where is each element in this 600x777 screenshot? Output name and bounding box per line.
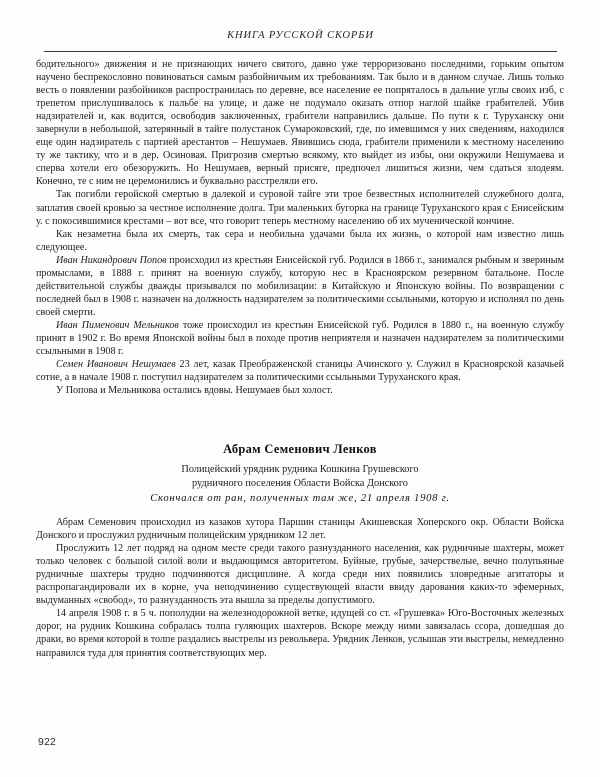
- paragraph-continued: бодительного» движения и не признающих ничего святого, давно уже терроризовано последними, горьким опытом научено беспрекословно повиноваться самым разбойничьим их требованиям. Так было и в данном случае. Лишь только весть о появлении разбойников распространилась по деревне, все население ее попряталось в дальние углы своих изб, с трепетом прислушивалось к пальбе на улице, и даже не подумало оказать отпор наглой шайке грабителей. Убив надзирателей и, как водится, освободив заключенных, грабители направились дальше. По пути к г. Туруханску они завернули в небольшой, затерянный в тайге полустанок Сумароковский, где, по имевшимся у них сведениям, находился еще один надзиратель с партией арестантов – Нешумаев. Явившись сюда, грабители применили к местному населению ту же тактику, что и в дер. Осиновая. Пригрозив смертью всякому, кто выйдет из избы, они окружили Нешумаева и сперва хотели его обезоружить. Но Нешумаев, верный присяге, предпочел лишиться жизни, чем сдаться злодеям. Конечно, те с ним не церемонились и буквально расстреляли его.: [36, 59, 564, 188]
- person-name-popov: Иван Никандрович Попов: [56, 254, 167, 266]
- paragraph-melnikov-bio: [36, 319, 564, 358]
- page-number: 922: [38, 737, 56, 748]
- paragraph-widows: У Попова и Мельникова остались вдовы. Нешумаев был холост.: [56, 385, 333, 397]
- melnikov-bio-text: тоже происходил из крестьян Енисейской губ. Родился в 1880 г., на военную службу принят в 1902 г. Во время Японской войны был в походе против неприятеля и назначен надзирателем за политическими ссыльными в 1908 г.: [36, 319, 564, 358]
- section-role-line-2: рудничного поселения Области Войска Донского: [192, 477, 408, 489]
- paragraph-lenkov-origin: Абрам Семенович происходил из казаков хутора Паршин станицы Акишевская Хоперского окр. Области Войска Донского и прослужил рудничным полицейским урядником 12 лет.: [36, 517, 564, 542]
- section-heading-block: [36, 441, 564, 506]
- paragraph-life-intro: Как незаметна была их смерть, так сера и необильна удачами была их жизнь, о которой нам известно лишь следующее.: [36, 228, 564, 253]
- section-role-line-1: Полицейский урядник рудника Кошкина Грушевского: [181, 464, 419, 476]
- section-body: [36, 516, 564, 660]
- neshumaev-bio-text: 23 лет, казак Преображенской станицы Ачинского у. Служил в Красноярской казачьей сотне, а в начале 1908 г. поступил надзирателем за политическими ссыльными Туруханского края.: [36, 359, 565, 384]
- header-divider-rule: [44, 51, 557, 52]
- section-person-name: Абрам Семенович Ленков: [223, 442, 377, 457]
- popov-bio-text: происходил из крестьян Енисейской губ. Родился в 1866 г., занимался рыбным и звериным промыслами, в 1888 г. принят на военную службу, которую нес в Красноярском резервном батальоне. После действительной службы дважды призывался по мобилизации: в Китайскую и Японскую войны. По возвращении с последней был в 1908 г. назначен на должность надзирателем за политическими ссыльными, которую и исполнял по день своей смерти.: [36, 254, 564, 318]
- person-name-melnikov: Иван Пименович Мельников: [56, 319, 179, 331]
- paragraph-neshumaev-bio: [36, 358, 564, 384]
- paragraph-lenkov-incident: 14 апреля 1908 г. в 5 ч. пополудни на железнодорожной ветке, идущей со ст. «Грушевка» Юго-Восточных железных дорог, на рудник Кошкина собралась толпа гуляющих шахтеров. Вскоре между ними завязалась ссора, дошедшая до драки, во время которой в толпе раздались выстрелы из револьвера. Урядник Ленков, услышав эти выстрелы, немедленно направился туда для принятия соответствующих мер.: [36, 608, 564, 659]
- person-name-neshumaev: Семен Иванович Нешумаев: [56, 359, 176, 371]
- text-column: [36, 58, 564, 660]
- paragraph-heroic-death: Так погибли геройской смертью в далекой и суровой тайге эти трое безвестных исполнителей служебного долга, заплатив своей кровью за честное исполнение долга. Три маленьких бугорка на границе Туруханского края с Енисейским у. с покосившимися крестами – вот все, что говорит теперь местному населению об их мученической кончине.: [36, 189, 564, 227]
- section-death-note: Скончался от ран, полученных там же, 21 апреля 1908 г.: [150, 493, 450, 505]
- running-head-title: КНИГА РУССКОЙ СКОРБИ: [227, 30, 374, 41]
- paragraph-popov-bio: [36, 254, 564, 319]
- paragraph-lenkov-service: Прослужить 12 лет подряд на одном месте среди такого разнузданного населения, как рудничные шахтеры, может только человек с большой силой воли и выдающимся авторитетом. Буйные, грубые, зачерствелые, вечно полупьяные рудничные шахтеры трудно подчиняются дисциплине. А когда среди них появились зловредные агитаторы и распропагандировали их в корне, уча неподчинению существующей власти ввиду дарования каких-то эфемерных, выдуманных «свобод», то разнузданность эта вышла за пределы допустимого.: [36, 543, 564, 607]
